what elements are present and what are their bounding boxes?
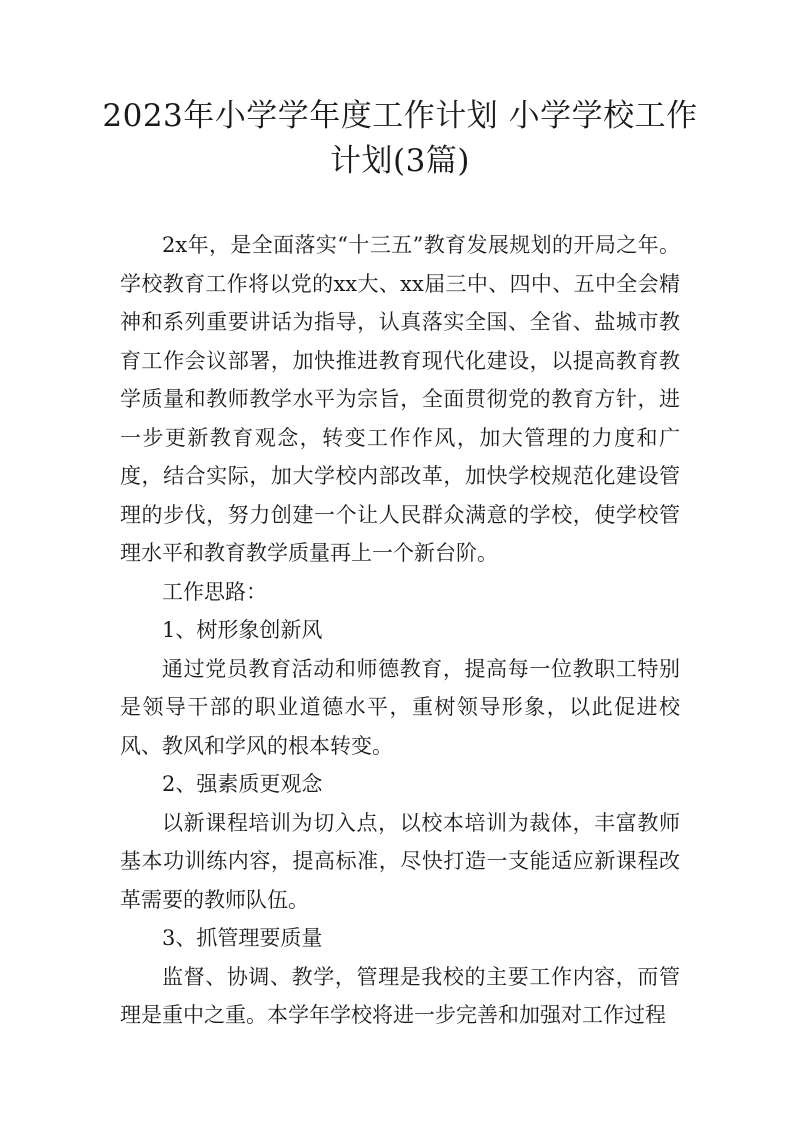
paragraph-1: 通过党员教育活动和师德教育，提高每一位教职工特别是领导干部的职业道德水平，重树领导形象，以此促进校风、教风和学风的根本转变。: [120, 656, 680, 758]
title-line-2: 计划(3篇): [330, 143, 470, 179]
document-body: [120, 226, 680, 1035]
paragraph-intro: 2x年，是全面落实“十三五”教育发展规划的开局之年。学校教育工作将以党的xx大、xx届三中、四中、五中全会精神和系列重要讲话为指导，认真落实全国、全省、盐城市教育工作会议部署，加快推进教育现代化建设，以提高教育教学质量和教师教学水平为宗旨，全面贯彻党的教育方针，进一步更新教育观念，转变工作作风，加大管理的力度和广度，结合实际，加大学校内部改革，加快学校规范化建设管理的步伐，努力创建一个让人民群众满意的学校，使学校管理水平和教育教学质量再上一个新台阶。: [120, 233, 680, 565]
title-line-1: 2023年小学学年度工作计划 小学学校工作: [102, 98, 698, 134]
paragraph-2: 以新课程培训为切入点，以校本培训为裁体，丰富教师基本功训练内容，提高标准，尽快打造一支能适应新课程改革需要的教师队伍。: [120, 810, 680, 912]
section-heading-1: 1、树形象创新风: [162, 618, 323, 642]
section-heading-work-ideas: 工作思路：: [162, 579, 267, 604]
section-heading-2: 2、强素质更观念: [162, 772, 323, 796]
section-heading-3: 3、抓管理要质量: [162, 926, 323, 950]
paragraph-3: 监督、协调、教学，管理是我校的主要工作内容，而管理是重中之重。本学年学校将进一步完善和加强对工作过程: [120, 964, 680, 1027]
document-title: [100, 94, 700, 184]
